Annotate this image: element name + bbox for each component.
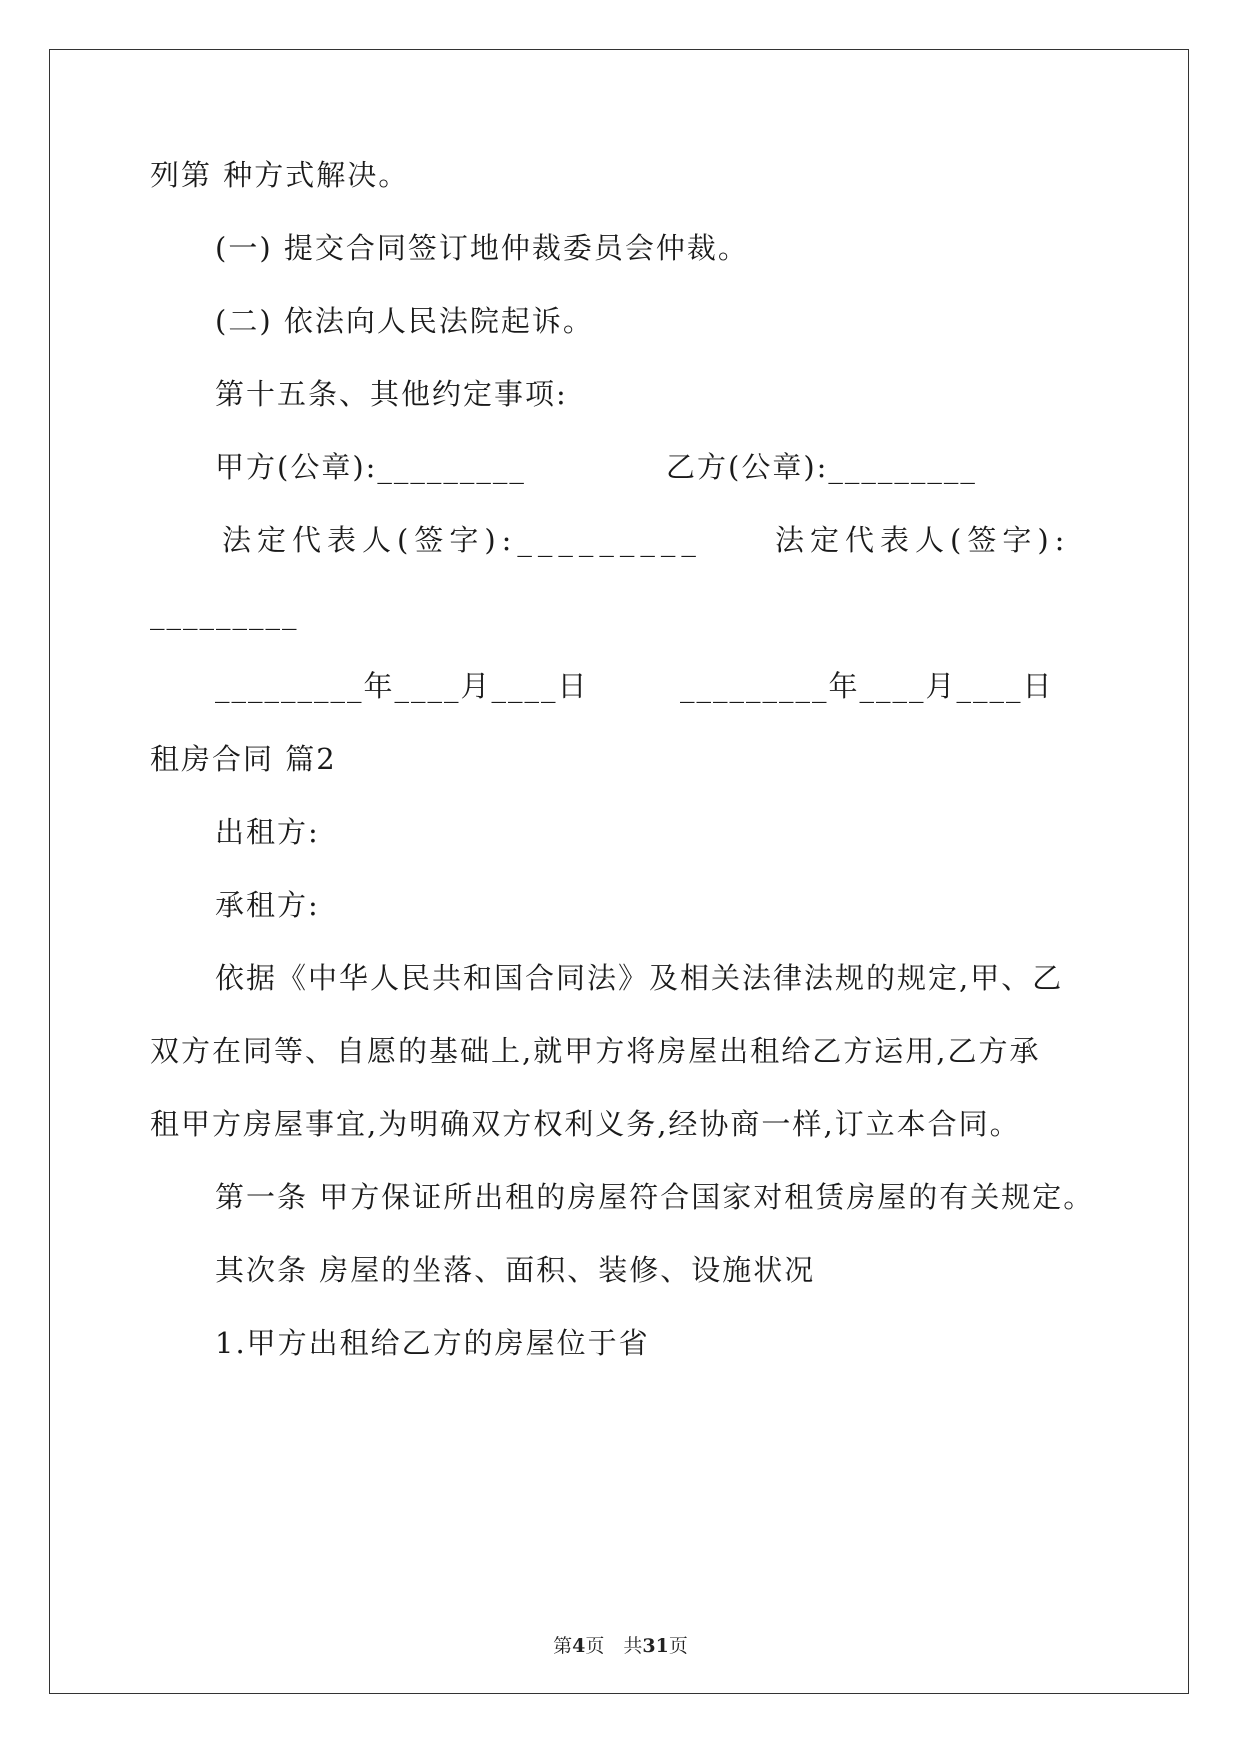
lessor-field: 出租方:: [215, 815, 320, 849]
paragraph-line-1: 依据《中华人民共和国合同法》及相关法律法规的规定,甲、乙: [215, 961, 1064, 995]
article-1: 第一条 甲方保证所出租的房屋符合国家对租赁房屋的有关规定。: [215, 1180, 1095, 1214]
section-heading: 租房合同 篇2: [150, 742, 337, 776]
party-b-date: _________年____月____日: [680, 669, 1054, 703]
text-line-4: 第十五条、其他约定事项:: [215, 377, 568, 411]
article-2: 其次条 房屋的坐落、面积、装修、设施状况: [215, 1253, 816, 1287]
party-b-representative: 法定代表人(签字):: [775, 523, 1071, 557]
current-page: 4: [572, 1635, 586, 1657]
paragraph-line-3: 租甲方房屋事宜,为明确双方权利义务,经协商一样,订立本合同。: [150, 1107, 1021, 1141]
text-line-2: (一) 提交合同签订地仲裁委员会仲裁。: [215, 231, 749, 265]
footer-suffix: 页: [668, 1635, 688, 1657]
total-pages: 31: [642, 1635, 669, 1657]
paragraph-line-2: 双方在同等、自愿的基础上,就甲方将房屋出租给乙方运用,乙方承: [150, 1034, 1041, 1068]
party-b-seal: 乙方(公章):_________: [666, 450, 977, 484]
party-a-representative: 法定代表人(签字):_________: [222, 523, 702, 557]
party-a-date: _________年____月____日: [215, 669, 589, 703]
page-border: [49, 49, 1189, 1694]
page-number-footer: [0, 1634, 1241, 1658]
text-line-1: 列第 种方式解决。: [150, 158, 410, 192]
article-2-item-1: 1.甲方出租给乙方的房屋位于省: [215, 1326, 650, 1360]
footer-middle: 页 共: [585, 1635, 643, 1657]
footer-prefix: 第: [553, 1635, 573, 1657]
signature-blank: _________: [150, 596, 299, 630]
text-line-3: (二) 依法向人民法院起诉。: [215, 304, 594, 338]
party-a-seal: 甲方(公章):_________: [215, 450, 526, 484]
lessee-field: 承租方:: [215, 888, 320, 922]
